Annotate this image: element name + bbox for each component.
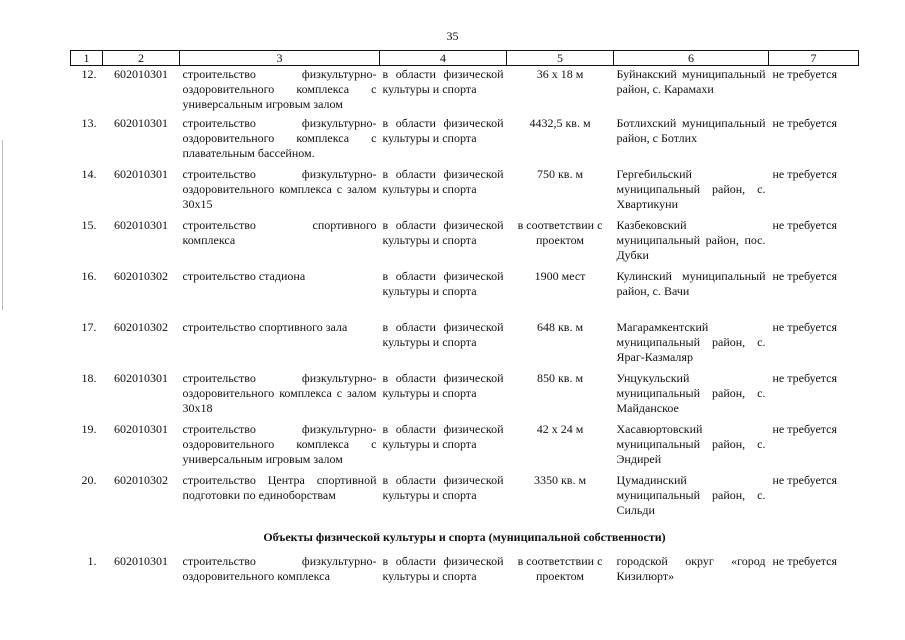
row-code: 602010301 [114,116,168,130]
object-note: не требуется [772,218,838,232]
table-row [71,473,859,524]
object-name: строительство физкультурно-оздоровительного комплекса с залом 30х18 [182,371,377,415]
object-location: Цумадинский муниципальный район, с. Сильди [616,473,766,517]
column-header: 6 [614,51,769,66]
row-number: 13. [81,116,97,130]
object-name: строительство физкультурно-оздоровительного комплекса с универсальным игровым залом [182,67,377,111]
object-location: Гергебильский муниципальный район, с. Хвартикуни [616,167,766,211]
object-field: в области физической культуры и спорта [382,371,504,400]
row-code: 602010301 [114,167,168,181]
section-row [71,524,859,550]
row-number: 1. [87,554,97,568]
object-note: не требуется [772,422,838,436]
table-row [71,218,859,269]
object-name: строительство спортивного зала [182,320,348,334]
object-location: Ботлихский муниципальный район, с Ботлих [616,116,766,145]
object-field: в области физической культуры и спорта [382,67,504,96]
column-header: 3 [180,51,380,66]
table-row [71,422,859,473]
table-row [71,371,859,422]
column-header: 4 [380,51,507,66]
object-size: 3350 кв. м [533,473,587,487]
object-size: 750 кв. м [536,167,584,181]
row-code: 602010301 [114,218,168,232]
object-size: 36 х 18 м [536,67,584,81]
row-code: 602010301 [114,371,168,385]
object-size: 4432,5 кв. м [529,116,591,130]
row-code: 602010301 [114,554,168,568]
object-size: в соответствии с проектом [517,218,603,247]
table-row [71,66,859,117]
object-field: в области физической культуры и спорта [382,116,504,145]
table-row [71,116,859,167]
object-name: строительство Центра спортивной подготовки по единоборствам [182,473,377,502]
object-note: не требуется [772,473,838,487]
table-row [71,320,859,371]
object-field: в области физической культуры и спорта [382,320,504,349]
row-code: 602010301 [114,422,168,436]
column-header: 5 [507,51,614,66]
row-code: 602010302 [114,320,168,334]
section-title: Объекты физической культуры и спорта (муниципальной собственности) [263,529,666,544]
row-code: 602010302 [114,269,168,283]
table-row [71,269,859,320]
row-number: 12. [81,67,97,81]
object-field: в области физической культуры и спорта [382,218,504,247]
row-number: 20. [81,473,97,487]
row-number: 19. [81,422,97,436]
object-size: в соответствии с проектом [517,554,603,583]
object-note: не требуется [772,320,838,334]
object-name: строительство физкультурно-оздоровительного комплекса [182,554,377,583]
column-header: 2 [103,51,180,66]
object-location: Казбековский муниципальный район, пос. Дубки [616,218,766,262]
object-field: в области физической культуры и спорта [382,473,504,502]
row-number: 15. [81,218,97,232]
object-field: в области физической культуры и спорта [382,554,504,583]
column-header: 1 [71,51,103,66]
object-name: строительство стадиона [182,269,306,283]
objects-table [70,50,859,594]
row-code: 602010301 [114,67,168,81]
object-note: не требуется [772,554,838,568]
object-field: в области физической культуры и спорта [382,167,504,196]
column-number-header [71,51,859,66]
row-number: 17. [81,320,97,334]
object-note: не требуется [772,67,838,81]
object-note: не требуется [772,167,838,181]
table-row [71,167,859,218]
row-number: 16. [81,269,97,283]
object-field: в области физической культуры и спорта [382,422,504,451]
object-location: Магарамкентский муниципальный район, с. Яраг-Казмаляр [616,320,766,364]
object-field: в области физической культуры и спорта [382,269,504,298]
object-note: не требуется [772,116,838,130]
scan-edge-line [2,140,3,310]
column-header: 7 [769,51,859,66]
row-number: 14. [81,167,97,181]
object-name: строительство физкультурно-оздоровительного комплекса с плавательным бассейном. [182,116,377,160]
object-location: Кулинский муниципальный район, с. Вачи [616,269,766,298]
object-location: Унцукульский муниципальный район, с. Майданское [616,371,766,415]
object-location: Буйнакский муниципальный район, с. Карамахи [616,67,766,96]
table-body [71,66,859,595]
object-location: городской округ «город Кизилюрт» [616,554,766,583]
object-size: 42 х 24 м [536,422,584,436]
row-number: 18. [81,371,97,385]
object-size: 850 кв. м [536,371,584,385]
table-row [71,550,859,594]
object-name: строительство спортивного комплекса [182,218,377,247]
object-size: 1900 мест [534,269,586,283]
row-code: 602010302 [114,473,168,487]
object-name: строительство физкультурно-оздоровительного комплекса с универсальным игровым залом [182,422,377,466]
object-size: 648 кв. м [536,320,584,334]
object-location: Хасавюртовский муниципальный район, с. Эндирей [616,422,766,466]
page-number: 35 [446,29,459,43]
object-note: не требуется [772,269,838,283]
object-name: строительство физкультурно-оздоровительного комплекса с залом 30х15 [182,167,377,211]
object-note: не требуется [772,371,838,385]
